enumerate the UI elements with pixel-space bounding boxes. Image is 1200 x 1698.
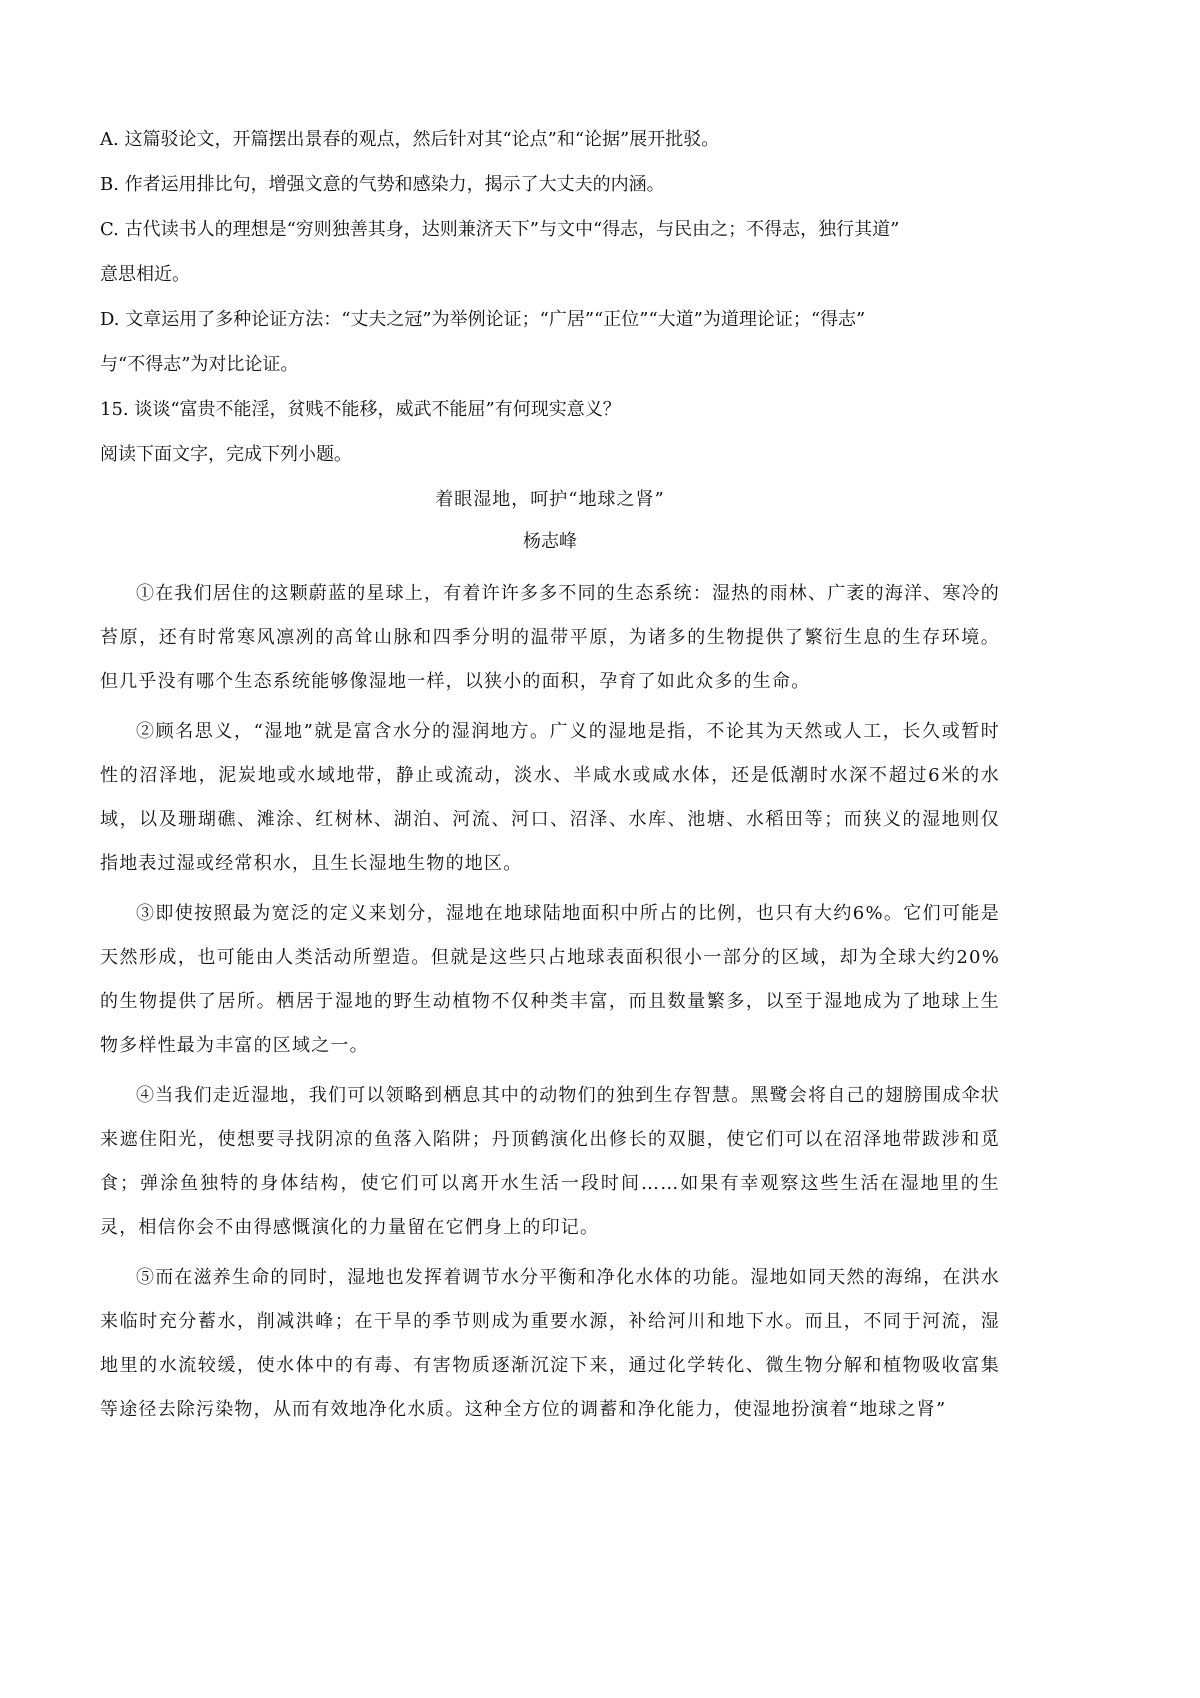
article-paragraph-5: ⑤而在滋养生命的同时，湿地也发挥着调节水分平衡和净化水体的功能。湿地如同天然的海绵，在洪水来临时充分蓄水，削减洪峰；在干旱的季节则成为重要水源，补给河川和地下水。而且，不同于河流，湿地里的水流较缓，使水体中的有毒、有害物质逐渐沉淀下来，通过化学转化、微生物分解和植物吸收富集等途径去除污染物，从而有效地净化水质。这种全方位的调蓄和净化能力，使湿地扮演着“地球之肾” <box>100 1267 1000 1420</box>
reading-instruction: 阅读下面文字，完成下列小题。 <box>100 444 352 465</box>
question-15: 15. 谈谈“富贵不能淫，贫贱不能移，威武不能屈”有何现实意义？ <box>100 399 621 420</box>
option-d-line-1: D. 文章运用了多种论证方法：“丈夫之冠”为举例论证；“广居”“正位”“大道”为道理论证；“得志” <box>100 309 866 330</box>
article-paragraph-1: ①在我们居住的这颗蔚蓝的星球上，有着许许多多不同的生态系统：湿热的雨林、广袤的海洋、寒冷的苔原，还有时常寒风凛冽的高耸山脉和四季分明的温带平原，为诸多的生物提供了繁衍生息的生存环境。但几乎没有哪个生态系统能够像湿地一样，以狭小的面积，孕育了如此众多的生命。 <box>100 583 1000 692</box>
article-paragraph-3: ③即使按照最为宽泛的定义来划分，湿地在地球陆地面积中所占的比例，也只有大约6%。它们可能是天然形成，也可能由人类活动所塑造。但就是这些只占地球表面积很小一部分的区域，却为全球大约20%的生物提供了居所。栖居于湿地的野生动植物不仅种类丰富，而且数量繁多，以至于湿地成为了地球上生物多样性最为丰富的区域之一。 <box>100 903 1000 1056</box>
option-c-line-2: 意思相近。 <box>100 264 190 285</box>
option-d-line-2: 与“不得志”为对比论证。 <box>100 354 299 375</box>
article-paragraph-4: ④当我们走近湿地，我们可以领略到栖息其中的动物们的独到生存智慧。黑鹭会将自己的翅膀围成伞状来遮住阳光，使想要寻找阴凉的鱼落入陷阱；丹顶鹤演化出修长的双腿，使它们可以在沼泽地带跋涉和觅食；弹涂鱼独特的身体结构，使它们可以离开水生活一段时间……如果有幸观察这些生活在湿地里的生灵，相信你会不由得感慨演化的力量留在它們身上的印记。 <box>100 1085 1000 1238</box>
article-author: 杨志峰 <box>523 531 577 552</box>
article-title: 着眼湿地，呵护“地球之肾” <box>435 489 665 510</box>
article-paragraph-2: ②顾名思义，“湿地”就是富含水分的湿润地方。广义的湿地是指，不论其为天然或人工，长久或暂时性的沼泽地，泥炭地或水域地带，静止或流动，淡水、半咸水或咸水体，还是低潮时水深不超过6米的水域，以及珊瑚礁、滩涂、红树林、湖泊、河流、河口、沼泽、水库、池塘、水稻田等；而狭义的湿地则仅指地表过湿或经常积水，且生长湿地生物的地区。 <box>100 721 1000 874</box>
option-b: B. 作者运用排比句，增强文意的气势和感染力，揭示了大丈夫的内涵。 <box>100 174 665 195</box>
option-a: A. 这篇驳论文，开篇摆出景春的观点，然后针对其“论点”和“论据”展开批驳。 <box>100 129 720 150</box>
option-c-line-1: C. 古代读书人的理想是“穷则独善其身，达则兼济天下”与文中“得志，与民由之；不得志，独行其道” <box>100 219 900 240</box>
